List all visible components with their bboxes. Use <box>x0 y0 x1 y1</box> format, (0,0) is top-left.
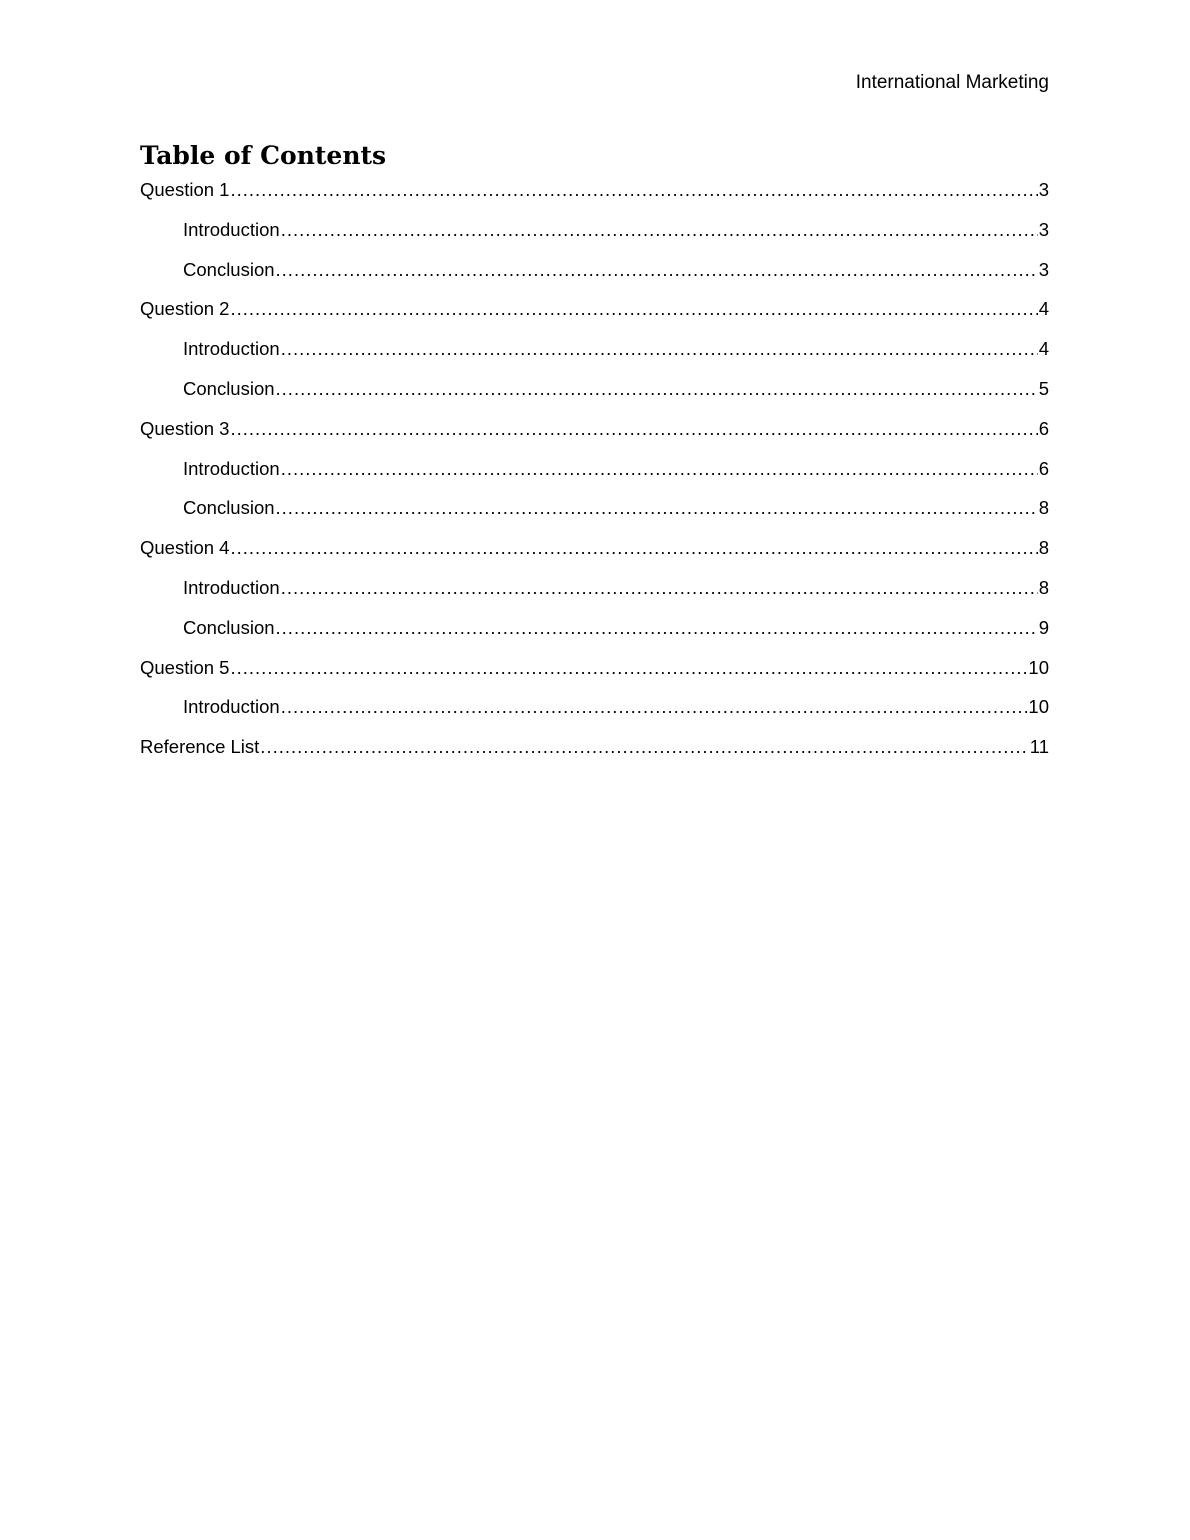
toc-entry-label: Reference List <box>140 736 260 758</box>
dot-leader <box>230 416 1037 442</box>
toc-entry-page: 3 <box>1038 218 1049 240</box>
toc-entry-page: 6 <box>1038 457 1049 479</box>
toc-entry-label: Question 1 <box>140 179 230 200</box>
dot-leader <box>276 615 1038 641</box>
toc-entry-page: 3 <box>1038 258 1049 280</box>
toc-entry-label: Introduction <box>183 218 280 240</box>
toc-entry-page: 5 <box>1038 377 1049 399</box>
toc-entry-label: Conclusion <box>183 616 275 638</box>
toc-entry-label: Introduction <box>183 696 280 718</box>
running-header: International Marketing <box>855 72 1049 93</box>
dot-leader <box>281 456 1038 482</box>
toc-entry-label: Introduction <box>183 576 280 598</box>
toc-entry-label: Conclusion <box>183 377 275 399</box>
toc-entry-page: 10 <box>1028 656 1049 678</box>
dot-leader <box>230 535 1037 561</box>
dot-leader <box>281 575 1038 601</box>
toc-entry-question-5-introduction[interactable] <box>140 694 1049 734</box>
toc-entry-question-2[interactable] <box>140 296 1049 336</box>
dot-leader <box>230 655 1027 681</box>
toc-entry-label: Introduction <box>183 457 280 479</box>
toc-entry-label: Question 2 <box>140 298 230 320</box>
dot-leader <box>230 296 1037 322</box>
toc-entry-question-2-introduction[interactable] <box>140 336 1049 376</box>
dot-leader <box>281 694 1028 720</box>
toc-entry-page: 8 <box>1038 497 1049 519</box>
toc-entry-reference-list[interactable] <box>140 734 1049 774</box>
toc-entry-question-3-conclusion[interactable] <box>140 495 1049 535</box>
toc-entry-page: 8 <box>1038 537 1049 559</box>
toc-entry-page: 4 <box>1038 298 1049 320</box>
toc-entry-page: 4 <box>1038 338 1049 360</box>
toc-entry-question-4-conclusion[interactable] <box>140 615 1049 655</box>
dot-leader <box>230 177 1037 203</box>
toc-entry-question-3-introduction[interactable] <box>140 456 1049 496</box>
toc-title: Table of Contents <box>140 141 387 170</box>
toc-entry-page: 9 <box>1038 616 1049 638</box>
toc-entry-page: 6 <box>1038 417 1049 439</box>
dot-leader <box>260 734 1028 760</box>
toc-entry-label: Conclusion <box>183 497 275 519</box>
toc-entry-question-4[interactable] <box>140 535 1049 575</box>
toc-entry-question-5[interactable] <box>140 655 1049 695</box>
toc-entry-question-3[interactable] <box>140 416 1049 456</box>
dot-leader <box>276 257 1038 283</box>
toc-entry-label: Question 4 <box>140 537 230 559</box>
toc-entry-page: 3 <box>1038 179 1049 200</box>
toc-entry-question-4-introduction[interactable] <box>140 575 1049 615</box>
toc-entry-page: 10 <box>1028 696 1049 718</box>
toc-entry-label: Introduction <box>183 338 280 360</box>
toc-entry-label: Conclusion <box>183 258 275 280</box>
toc-entry-page: 8 <box>1038 576 1049 598</box>
dot-leader <box>276 376 1038 402</box>
dot-leader <box>281 217 1038 243</box>
toc-entry-question-1[interactable] <box>140 177 1049 217</box>
table-of-contents <box>140 177 1049 774</box>
toc-entry-question-1-introduction[interactable] <box>140 217 1049 257</box>
toc-entry-question-2-conclusion[interactable] <box>140 376 1049 416</box>
toc-entry-label: Question 5 <box>140 656 230 678</box>
toc-entry-question-1-conclusion[interactable] <box>140 257 1049 297</box>
dot-leader <box>276 495 1038 521</box>
dot-leader <box>281 336 1038 362</box>
toc-entry-label: Question 3 <box>140 417 230 439</box>
toc-entry-page: 11 <box>1029 736 1049 758</box>
